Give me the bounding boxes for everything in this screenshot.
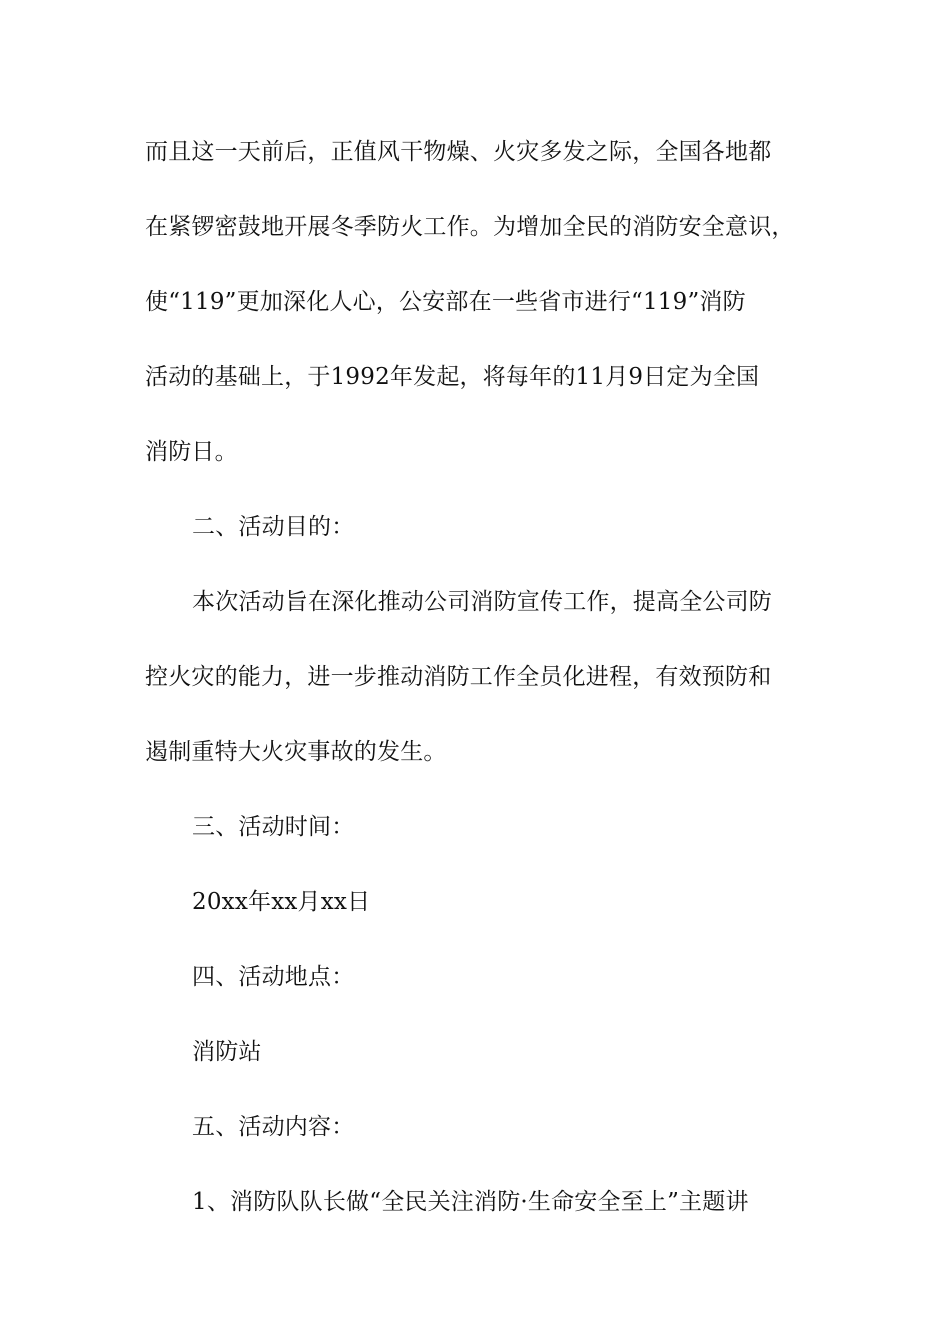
paragraph-line: 控火灾的能力，进一步推动消防工作全员化进程，有效预防和 [145,664,772,690]
location-text: 消防站 [192,1039,262,1065]
date-text: 20xx年xx月xx日 [192,889,371,915]
paragraph-line: 遏制重特大火灾事故的发生。 [145,739,447,765]
section-heading: 四、活动地点： [192,964,355,990]
paragraph-line: 使“119”更加深化人心，公安部在一些省市进行“119”消防 [145,289,746,315]
paragraph-line: 消防日。 [145,439,238,465]
section-heading: 二、活动目的： [192,514,355,540]
list-item: 1、消防队队长做“全民关注消防·生命安全至上”主题讲 [192,1189,749,1215]
section-heading: 三、活动时间： [192,814,355,840]
paragraph-line: 活动的基础上，于1992年发起，将每年的11月9日定为全国 [145,364,760,390]
paragraph-line: 而且这一天前后，正值风干物燥、火灾多发之际，全国各地都 [145,139,772,165]
section-heading: 五、活动内容： [192,1114,355,1140]
paragraph-line: 在紧锣密鼓地开展冬季防火工作。为增加全民的消防安全意识， [145,214,795,240]
paragraph-line: 本次活动旨在深化推动公司消防宣传工作，提高全公司防 [192,589,772,615]
